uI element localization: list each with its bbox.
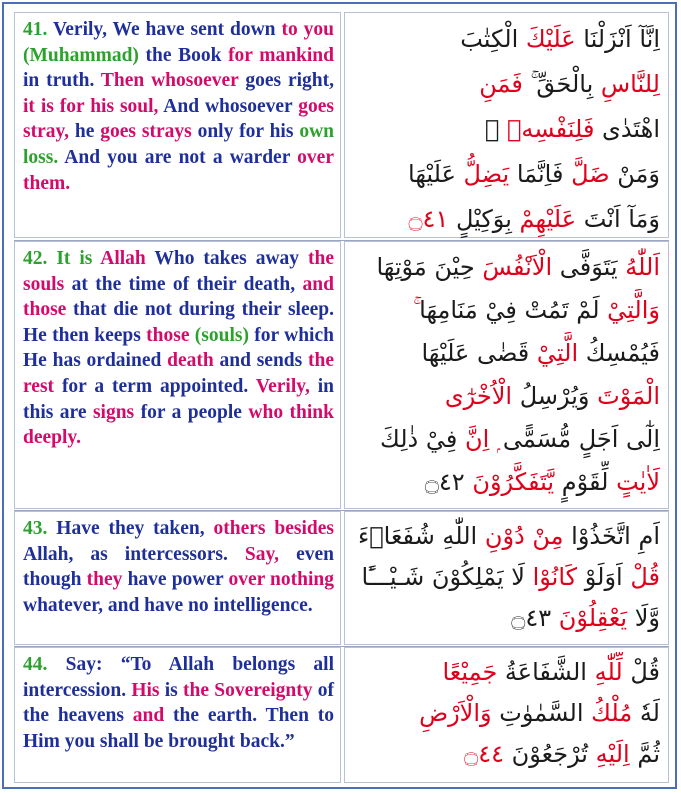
- arabic-text-cell: [344, 12, 669, 238]
- arabic-segment: ۝٤٣: [511, 604, 552, 632]
- translation-segment: those: [146, 324, 195, 346]
- translation-segment: goes stray,: [23, 95, 335, 143]
- translation-segment: and those: [23, 273, 334, 321]
- arabic-line: [353, 246, 660, 289]
- verse-row-43: [14, 510, 669, 645]
- translation-segment: His: [131, 679, 165, 701]
- translation-segment: of the heavens: [23, 679, 334, 727]
- translation-segment: at the time of their death,: [71, 273, 303, 295]
- arabic-line: [353, 557, 660, 598]
- arabic-segment: لِّقَوْمٍ: [554, 468, 609, 496]
- translation-segment: the Sovereignty: [183, 679, 318, 701]
- arabic-segment: وَالْاَرْضِ: [419, 699, 492, 727]
- arabic-segment: ۚ: [484, 115, 507, 143]
- arabic-segment: الْاُخْرٰٓى: [444, 382, 513, 410]
- arabic-segment: وَالَّتِيْ: [599, 296, 660, 324]
- translation-segment: for which He has ordained: [23, 324, 334, 372]
- verse-row-44: [14, 646, 669, 783]
- translation-segment: the earth.: [173, 705, 266, 727]
- arabic-line: [353, 516, 660, 557]
- arabic-text: [353, 516, 660, 639]
- arabic-text-cell: [344, 511, 669, 645]
- english-translation-cell: [14, 12, 341, 238]
- translation-segment: and sends: [219, 350, 308, 372]
- arabic-segment: ۝٤٤: [464, 740, 504, 768]
- arabic-segment: يَعْقِلُوْنَ: [551, 604, 628, 632]
- translation-segment: And whosoever: [163, 95, 299, 117]
- arabic-line: [353, 652, 660, 693]
- arabic-segment: بِالْحَقِّ: [530, 70, 594, 98]
- translation-segment: Allah: [100, 248, 155, 269]
- translation-segment: Verily, We have sent down: [52, 19, 282, 40]
- arabic-segment: ۝٤١: [408, 205, 449, 233]
- translation-segment: 44.: [23, 654, 66, 675]
- translation-segment: It is: [56, 248, 101, 269]
- arabic-line: [353, 734, 660, 775]
- arabic-segment: ۭ اِنَّ: [457, 425, 503, 453]
- arabic-line: [353, 289, 660, 332]
- arabic-segment: عَلَيْهَا: [408, 160, 456, 188]
- arabic-segment: فَلِنَفْسِهٖ: [506, 115, 595, 143]
- translation-segment: Verily,: [255, 375, 318, 397]
- arabic-text: [353, 246, 660, 504]
- verse-table: [2, 2, 677, 789]
- arabic-segment: وَيُرْسِلُ: [512, 382, 590, 410]
- english-translation: [23, 17, 334, 196]
- arabic-segment: الْكِتٰبَ: [460, 25, 519, 53]
- arabic-text-cell: [344, 647, 669, 783]
- translation-segment: Allah,: [23, 543, 91, 565]
- translation-segment: and: [132, 705, 173, 727]
- arabic-line: [353, 375, 660, 418]
- translation-segment: for a term appointed.: [61, 375, 256, 397]
- translation-segment: for a people: [140, 401, 249, 423]
- arabic-segment: اَمِ اتَّخَذُوْا: [563, 522, 660, 550]
- translation-segment: Have they taken,: [56, 518, 214, 539]
- arabic-segment: ۝٤٢: [424, 468, 465, 496]
- translation-segment: even though: [23, 543, 334, 591]
- translation-segment: the rest: [23, 350, 334, 397]
- translation-segment: have power: [127, 569, 229, 591]
- translation-segment: only for his: [197, 121, 300, 143]
- translation-segment: 41.: [23, 19, 53, 40]
- english-translation: [23, 652, 334, 754]
- arabic-line: [353, 107, 660, 152]
- translation-segment: to you: [281, 19, 334, 40]
- translation-segment: 42.: [23, 248, 57, 269]
- translation-segment: that die not during their sleep. He then keeps: [23, 299, 334, 346]
- translation-segment: (souls): [194, 324, 255, 346]
- arabic-segment: لَهٗ: [632, 699, 660, 727]
- verse-row-41: [14, 12, 669, 238]
- translation-segment: goes strays: [100, 121, 198, 143]
- arabic-segment: بِوَكِيْلٍ: [448, 205, 512, 233]
- translation-segment: death: [167, 350, 220, 372]
- arabic-segment: جَمِيْعًا: [442, 658, 498, 686]
- arabic-segment: فَاِنَّمَا: [509, 160, 564, 188]
- arabic-segment: وَمَنْ: [609, 160, 660, 188]
- arabic-line: [353, 418, 660, 461]
- translation-segment: is: [164, 679, 184, 701]
- arabic-segment: ثُمَّ: [629, 740, 660, 768]
- arabic-segment: اِلَيْهِ: [588, 740, 630, 768]
- translation-segment: they: [86, 569, 128, 591]
- arabic-segment: حِيْنَ مَوْتِهَا: [376, 253, 475, 281]
- arabic-segment: اهْتَدٰى: [594, 115, 660, 143]
- translation-segment: And you are not a warder: [64, 146, 298, 168]
- arabic-segment: اِنَّآ اَنْزَلْنَا: [575, 25, 660, 53]
- arabic-segment: يَّتَفَكَّرُوْنَ: [464, 468, 555, 496]
- arabic-segment: فَيُمْسِكُ: [578, 339, 660, 367]
- arabic-segment: اَوَلَوْ: [577, 563, 623, 591]
- translation-segment: the Book: [145, 44, 229, 66]
- translation-segment: Then to Him you shall be brought back.”: [23, 705, 334, 752]
- translation-segment: whatever, and have no intelligence.: [23, 594, 313, 616]
- arabic-segment: كَانُوْا: [524, 563, 578, 591]
- english-translation-cell: [14, 647, 341, 783]
- arabic-segment: لَاٰيٰتٍ: [608, 468, 660, 496]
- arabic-line: [353, 461, 660, 504]
- translation-segment: in truth.: [23, 70, 101, 92]
- arabic-line: [353, 197, 660, 242]
- arabic-segment: عَلَيْكَ: [518, 25, 576, 53]
- arabic-segment: ضَلَّ: [563, 160, 610, 188]
- english-translation: [23, 246, 334, 451]
- arabic-segment: لِلنَّاسِ: [593, 70, 660, 98]
- english-translation: [23, 516, 334, 618]
- arabic-line: [353, 17, 660, 62]
- arabic-segment: لَا يَمْلِكُوْنَ شَـيْـــًٔا: [361, 563, 525, 591]
- arabic-line: [353, 332, 660, 375]
- translation-segment: for mankind: [228, 44, 334, 66]
- arabic-segment: مِنْ دُوْنِ: [477, 522, 564, 550]
- arabic-segment: يَضِلُّ: [455, 160, 510, 188]
- translation-segment: he: [74, 121, 101, 143]
- arabic-line: [353, 62, 660, 107]
- arabic-text: [353, 17, 660, 242]
- translation-segment: Say: “To Allah belongs all intercession.: [23, 654, 335, 701]
- arabic-segment: قَضٰى عَلَيْهَا: [421, 339, 530, 367]
- verse-row-42: [14, 240, 669, 509]
- arabic-segment: اِلٰٓى اَجَلٍ مُّسَمًّى: [502, 425, 660, 453]
- translation-segment: (Muhammad): [23, 44, 146, 66]
- arabic-segment: قُلْ: [622, 563, 660, 591]
- arabic-segment: قُلْ: [622, 658, 660, 686]
- translation-segment: it is for his soul,: [23, 95, 164, 117]
- translation-segment: as intercessors.: [90, 543, 245, 565]
- translation-segment: others besides: [213, 518, 334, 539]
- translation-segment: 43.: [23, 518, 57, 539]
- arabic-line: [353, 693, 660, 734]
- arabic-segment: وَمَآ اَنْتَ: [576, 205, 660, 233]
- translation-segment: Then whosoever: [100, 70, 246, 92]
- english-translation-cell: [14, 241, 341, 509]
- arabic-segment: وَّلَا: [627, 604, 660, 632]
- translation-segment: signs: [92, 401, 141, 423]
- translation-segment: own loss.: [23, 121, 334, 168]
- arabic-segment: الشَّفَاعَةُ: [497, 658, 587, 686]
- arabic-segment: الْمَوْتَ: [589, 382, 660, 410]
- arabic-segment: يَتَوَفَّى: [552, 253, 618, 281]
- arabic-line: [353, 598, 660, 639]
- arabic-segment: ۚ فَمَنِ: [479, 70, 531, 98]
- arabic-segment: الَّتِيْ: [529, 339, 579, 367]
- arabic-segment: ۚ: [413, 296, 420, 324]
- arabic-segment: تُرْجَعُوْنَ: [504, 740, 588, 768]
- arabic-segment: عَلَيْهِمْ: [511, 205, 577, 233]
- translation-segment: in this are: [23, 375, 334, 423]
- translation-segment: goes right,: [245, 70, 335, 92]
- arabic-line: [353, 152, 660, 197]
- arabic-text: [353, 652, 660, 775]
- arabic-segment: اللّٰهِ شُفَعَاۗءَ: [357, 522, 478, 550]
- translation-segment: the souls: [23, 248, 334, 295]
- translation-segment: who think deeply.: [23, 401, 334, 449]
- arabic-segment: مُلْكُ: [583, 699, 633, 727]
- arabic-segment: لَمْ تَمُتْ فِيْ مَنَامِهَا: [419, 296, 600, 324]
- english-translation-cell: [14, 511, 341, 645]
- arabic-text-cell: [344, 241, 669, 509]
- translation-segment: Say,: [244, 543, 297, 565]
- arabic-segment: السَّمٰوٰتِ: [491, 699, 584, 727]
- arabic-segment: اَللّٰهُ: [617, 253, 660, 281]
- arabic-segment: لِّلّٰهِ: [586, 658, 623, 686]
- arabic-segment: الْاَنْفُسَ: [474, 253, 553, 281]
- translation-segment: over them.: [23, 146, 334, 194]
- arabic-segment: فِيْ ذٰلِكَ: [380, 425, 458, 453]
- translation-segment: Who takes away: [154, 248, 308, 269]
- translation-segment: over nothing: [228, 569, 335, 591]
